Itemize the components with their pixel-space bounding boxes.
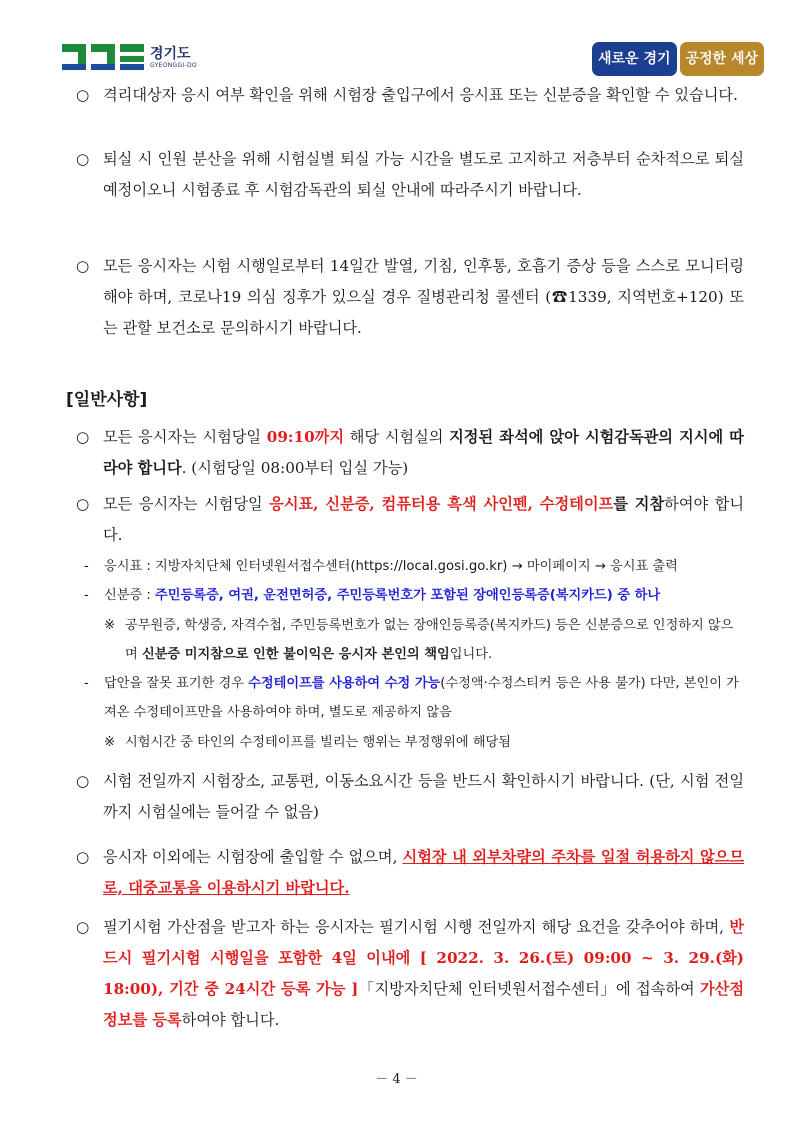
bullet-icon: ○ xyxy=(76,150,90,168)
text-segment: . (시험당일 08:00부터 입실 가능) xyxy=(181,459,409,477)
highlight-registration-period: 반드시 필기시험 시행일을 포함한 4일 이내에 [ 2022. 3. 26.(토) 09:00 ~ 3. 29.(화) 18:00), 기간 중 24시간 등록 가능 ] xyxy=(103,918,744,998)
paragraph-text: 시험 전일까지 시험장소, 교통편, 이동소요시간 등을 반드시 확인하시기 바랍니다. (단, 시험 전일까지 시험실에는 들어갈 수 없음) xyxy=(103,772,744,821)
slogan-new-gyeonggi: 새로운 경기 xyxy=(592,42,677,76)
paragraph-exit-guidance xyxy=(76,144,744,206)
reference-mark: ※ xyxy=(104,735,116,750)
emphasis-text: 지정된 좌석에 앉아 시험감독관의 지시에 따라야 합니다 xyxy=(103,428,744,477)
note-invalid-id xyxy=(104,611,744,669)
bullet-icon: ○ xyxy=(76,848,90,866)
text-segment: 공무원증, 학생증, 자격수첩, 주민등록번호가 없는 장애인등록증(복지카드) 등은 신분증으로 인정하지 않으며 xyxy=(125,618,734,662)
paragraph-text: 퇴실 시 인원 분산을 위해 시험실별 퇴실 가능 시간을 별도로 고지하고 저층부터 순차적으로 퇴실 예정이오니 시험종료 후 시험감독관의 퇴실 안내에 따라주시기 바랍니다. xyxy=(103,150,744,199)
slogan-badge xyxy=(592,42,764,76)
paragraph-text: 모든 응시자는 시험 시행일로부터 14일간 발열, 기침, 인후통, 호흡기 증상 등을 스스로 모니터링해야 하며, 코로나19 의심 징후가 있으실 경우 질병관리청 콜센터 (☎1339, 지역번호+120) 또는 관할 보건소로 문의하시기 바랍니다. xyxy=(103,257,744,337)
text-segment: 응시자 이외에는 시험장에 출입할 수 없으며, xyxy=(103,848,403,866)
sub-item-admission-ticket xyxy=(84,552,744,581)
text-segment: 하여야 합니다. xyxy=(103,495,744,544)
sub-item-text: 응시표 : 지방자치단체 인터넷원서접수센터(https://local.gosi.go.kr) → 마이페이지 → 응시표 출력 xyxy=(104,559,678,574)
highlight-items: 응시표, 신분증, 컴퓨터용 흑색 사인펜, 수정테이프 xyxy=(269,495,614,513)
text-segment: 「지방자치단체 인터넷원서접수센터」에 접속하여 xyxy=(358,980,700,998)
paragraph-symptom-monitoring xyxy=(76,251,744,344)
paragraph-check-venue xyxy=(76,766,744,828)
text-segment: 신분증 : xyxy=(104,588,156,603)
logo-text-korean: 경기도 xyxy=(150,46,191,62)
text-segment: 모든 응시자는 시험당일 xyxy=(103,428,267,446)
paragraph-no-parking xyxy=(76,842,744,904)
sub-item-correction-tape xyxy=(84,669,744,727)
dash-marker: - xyxy=(84,676,89,691)
bullet-icon: ○ xyxy=(76,257,90,275)
bullet-icon: ○ xyxy=(76,428,90,446)
bullet-icon: ○ xyxy=(76,772,90,790)
highlight-correction: 수정테이프를 사용하여 수정 가능 xyxy=(248,676,441,691)
slogan-fair-world: 공정한 세상 xyxy=(680,42,765,76)
bullet-icon: ○ xyxy=(76,86,90,104)
sub-item-id-card xyxy=(84,581,744,610)
paragraph-seat-arrival xyxy=(76,422,744,484)
emphasis-text: 를 지참 xyxy=(613,495,665,513)
paragraph-quarantine-check xyxy=(76,80,744,111)
text-segment: 필기시험 가산점을 받고자 하는 응시자는 필기시험 시행 전일까지 해당 요건을 갖추어야 하며, xyxy=(103,918,730,936)
text-segment: 하여야 합니다. xyxy=(181,1011,280,1029)
dash-marker: - xyxy=(84,588,89,603)
note-text: 시험시간 중 타인의 수정테이프를 빌리는 행위는 부정행위에 해당됨 xyxy=(125,735,512,750)
text-segment: 입니다. xyxy=(449,647,493,662)
highlight-time: 09:10까지 xyxy=(266,428,345,446)
highlight-id-types: 주민등록증, 여권, 운전면허증, 주민등록번호가 포함된 장애인등록증(복지카드) 중 하나 xyxy=(155,588,661,603)
reference-mark: ※ xyxy=(104,618,116,633)
paragraph-bonus-points xyxy=(76,912,744,1036)
highlight-register-bonus: 가산점 정보를 등록 xyxy=(103,980,744,1029)
logo-text-english: GYEONGGI-DO xyxy=(150,62,197,69)
note-borrowing-tape xyxy=(104,728,744,757)
dash-marker: - xyxy=(84,559,89,574)
section-heading-general: [일반사항] xyxy=(66,390,148,410)
paragraph-required-items xyxy=(76,489,744,551)
text-segment: 해당 시험실의 xyxy=(344,428,450,446)
text-segment: (수정액·수정스티커 등은 사용 불가) 다만, 본인이 가져온 수정테이프만을 사용하여야 하며, 별도로 제공하지 않음 xyxy=(104,676,739,720)
text-segment: 모든 응시자는 시험당일 xyxy=(103,495,270,513)
paragraph-text: 격리대상자 응시 여부 확인을 위해 시험장 출입구에서 응시표 또는 신분증을 확인할 수 있습니다. xyxy=(103,86,738,104)
page-number: － 4 － xyxy=(375,1072,418,1087)
bullet-icon: ○ xyxy=(76,495,90,513)
highlight-parking: 시험장 내 외부차량의 주차를 일절 허용하지 않으므로, 대중교통을 이용하시기 바랍니다. xyxy=(103,848,744,897)
logo-mark-icon xyxy=(62,44,144,70)
text-segment: 답안을 잘못 표기한 경우 xyxy=(104,676,249,691)
bullet-icon: ○ xyxy=(76,918,90,936)
gyeonggi-logo xyxy=(62,44,197,70)
emphasis-text: 신분증 미지참으로 인한 불이익은 응시자 본인의 책임 xyxy=(141,647,450,662)
